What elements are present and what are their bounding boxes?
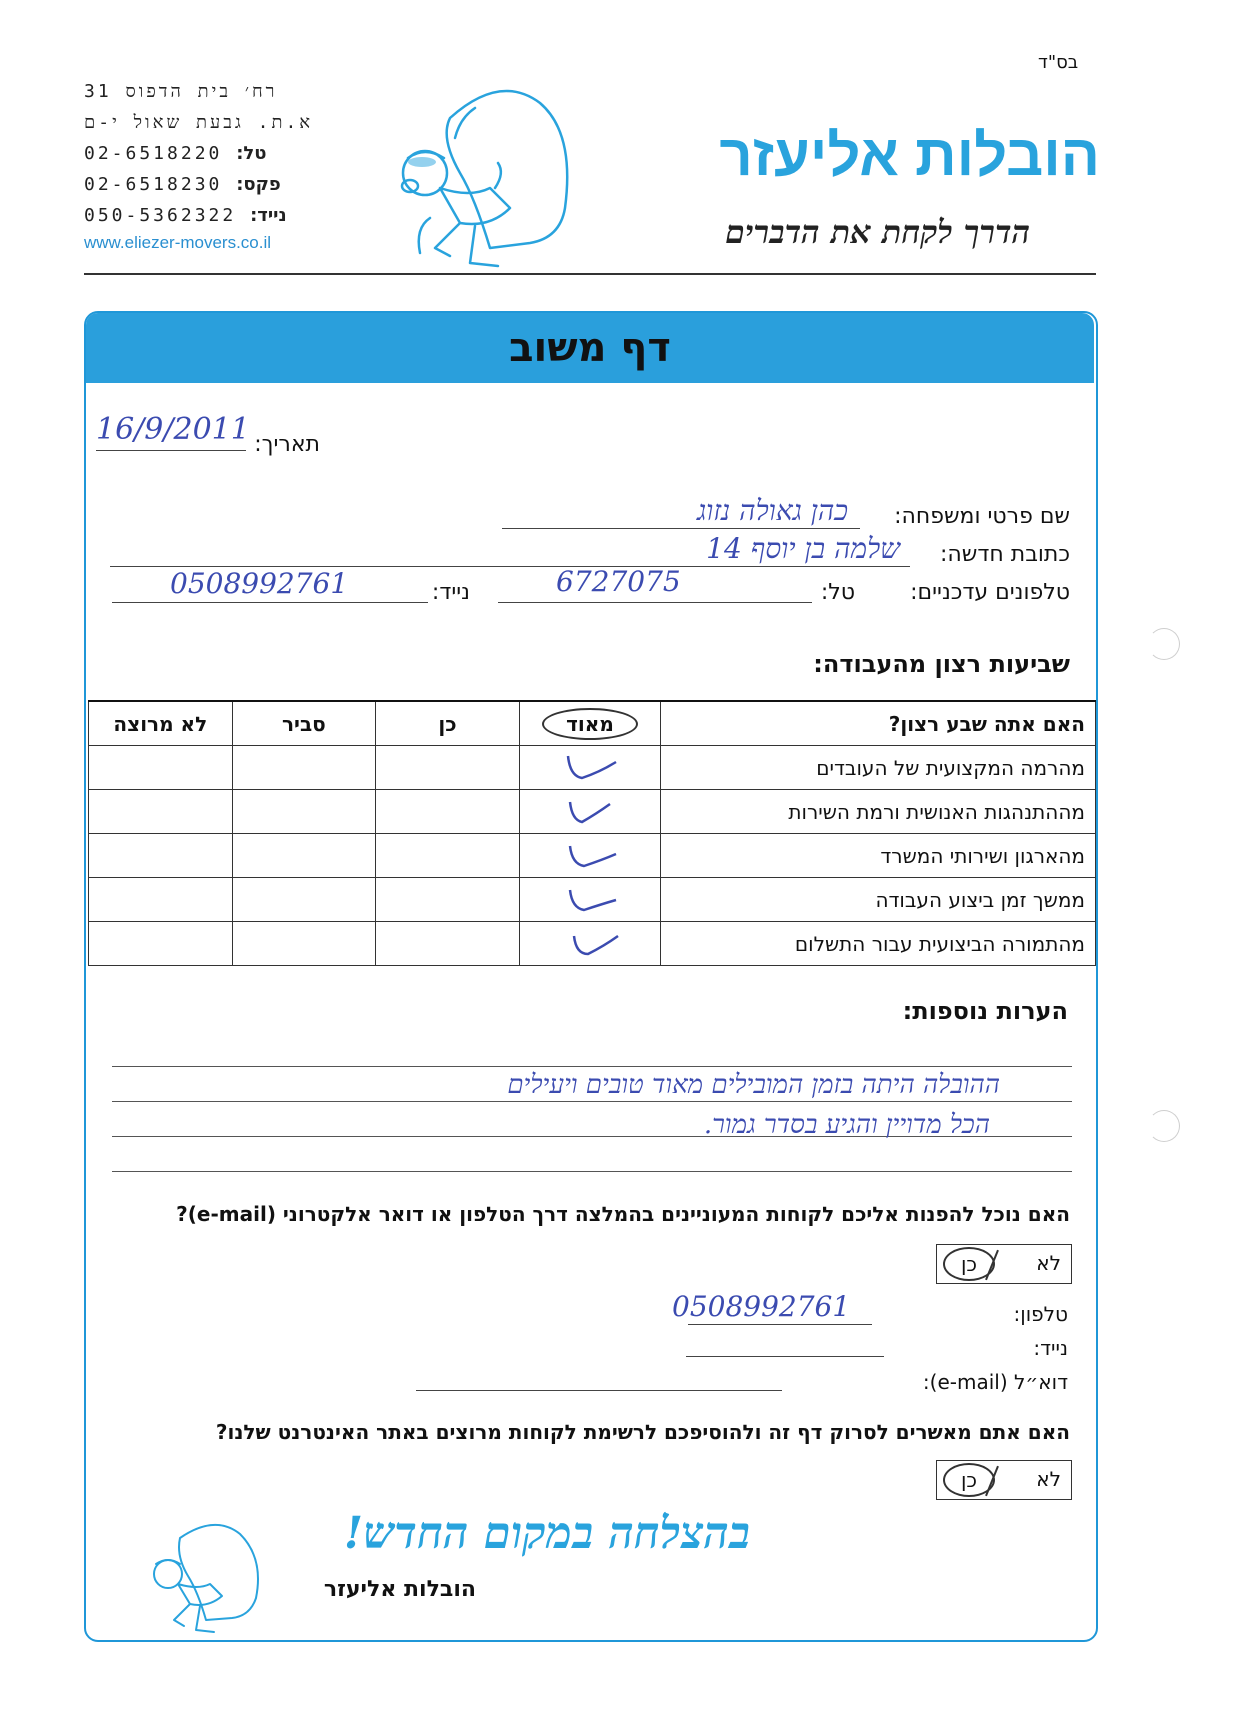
contact-email-field[interactable] — [416, 1390, 782, 1391]
punch-hole-mark — [1148, 1110, 1180, 1142]
website-consent-question: האם אתם מאשרים לסרוק דף זה ולהוסיפכם לרשימת לקוחות מרוצים באתר האינטרנט שלנו? — [215, 1420, 1070, 1444]
table-row — [89, 878, 1096, 922]
mover-mascot-small-logo — [140, 1518, 270, 1636]
col-yes[interactable]: כן — [376, 701, 520, 746]
row-label: ממשך זמן ביצוע העבודה — [661, 878, 1096, 922]
satisfaction-heading: שביעות רצון מהעבודה: — [813, 650, 1070, 678]
check-mark-icon — [560, 926, 620, 962]
mover-mascot-logo — [380, 78, 610, 278]
contact-phone-line — [688, 1324, 872, 1325]
phones-tel-line — [498, 602, 812, 603]
footer-wish: בהצלחה במקום החדש! — [343, 1508, 750, 1559]
notes-line-4 — [112, 1171, 1072, 1172]
company-tel-label: טל: — [236, 143, 267, 164]
company-mobile-label: נייד: — [250, 205, 287, 226]
satisfaction-header-row — [89, 701, 1096, 746]
company-tel-value: 02-6518220 — [84, 143, 223, 164]
date-field[interactable]: 16/9/2011 — [96, 412, 250, 447]
date-field-line — [96, 450, 246, 451]
address-field[interactable]: שלמה בן יוסף 14 — [706, 532, 900, 565]
punch-hole-mark — [1148, 628, 1180, 660]
company-fax-label: פקס: — [236, 174, 281, 195]
name-field-line — [502, 528, 860, 529]
phones-mobile-label: נייד: — [431, 580, 470, 605]
address-line-1: רח׳ בית הדפוס 31 — [84, 81, 278, 102]
company-fax-value: 02-6518230 — [84, 174, 223, 195]
check-mark-icon — [560, 750, 620, 786]
contact-email-label: דוא״ל (e-mail): — [922, 1370, 1068, 1394]
brand-name: הובלות אליעזר — [719, 123, 1100, 188]
row-2-unsatisfied-cell[interactable] — [89, 790, 233, 834]
website-consent-yes[interactable]: כן — [943, 1463, 995, 1497]
company-fax — [84, 169, 344, 200]
address-label: כתובת חדשה: — [939, 542, 1070, 567]
notes-text-line-2[interactable]: הכל מדויין והגיע בסדר גמור. — [703, 1110, 990, 1140]
row-3-very-cell[interactable] — [519, 834, 661, 878]
contact-phone-label: טלפון: — [1013, 1302, 1068, 1326]
row-5-reasonable-cell[interactable] — [232, 922, 376, 966]
contact-mobile-field[interactable] — [686, 1356, 884, 1357]
company-contact-block — [84, 76, 344, 253]
check-mark-icon — [560, 794, 620, 830]
row-label: מהארגון ושירותי המשרד — [661, 834, 1096, 878]
row-1-reasonable-cell[interactable] — [232, 746, 376, 790]
row-label: מהרמה המקצועית של העובדים — [661, 746, 1096, 790]
row-5-very-cell[interactable] — [519, 922, 661, 966]
notes-heading: הערות נוספות: — [902, 997, 1068, 1025]
row-4-very-cell[interactable] — [519, 878, 661, 922]
check-mark-icon — [560, 838, 620, 874]
website-consent-options[interactable] — [936, 1460, 1072, 1500]
phones-mobile-field[interactable]: 0508992761 — [170, 567, 349, 600]
address-line-2: א.ת. גבעת שאול י-ם — [84, 112, 314, 133]
contact-phone-field[interactable]: 0508992761 — [672, 1290, 851, 1323]
table-row — [89, 834, 1096, 878]
row-3-reasonable-cell[interactable] — [232, 834, 376, 878]
contact-consent-no[interactable]: לא — [1036, 1251, 1061, 1275]
contact-consent-question: האם נוכל להפנות אליכם לקוחות המעוניינים בהמלצה דרך הטלפון או דואר אלקטרוני (e-mail)? — [176, 1202, 1070, 1226]
contact-mobile-label: נייד: — [1033, 1336, 1068, 1360]
phones-label: טלפונים עדכניים: — [910, 580, 1070, 605]
row-4-unsatisfied-cell[interactable] — [89, 878, 233, 922]
phones-mobile-line — [112, 602, 428, 603]
company-tel — [84, 138, 344, 169]
form-title: דף משוב — [509, 325, 671, 371]
row-4-yes-cell[interactable] — [376, 878, 520, 922]
row-label: מההתנהגות האנושית ורמת השירות — [661, 790, 1096, 834]
check-mark-icon — [560, 882, 620, 918]
header-divider — [84, 273, 1096, 275]
phones-tel-field[interactable]: 6727075 — [556, 565, 681, 598]
col-very-label: מאוד — [542, 708, 638, 740]
website-consent-no[interactable]: לא — [1036, 1467, 1061, 1491]
name-field[interactable]: כהן גאולה נזוג — [696, 494, 848, 527]
bsd-mark: בס"ד — [1038, 52, 1079, 73]
notes-line-1 — [112, 1066, 1072, 1067]
satisfaction-table — [88, 700, 1096, 966]
table-row — [89, 922, 1096, 966]
company-mobile-value: 050-5362322 — [84, 205, 237, 226]
row-5-yes-cell[interactable] — [376, 922, 520, 966]
row-2-yes-cell[interactable] — [376, 790, 520, 834]
date-label: תאריך: — [254, 432, 320, 457]
row-label: מהתמורה הביצועית עבור התשלום — [661, 922, 1096, 966]
question-header: האם אתה שבע רצון? — [661, 701, 1096, 746]
table-row — [89, 790, 1096, 834]
name-label: שם פרטי ומשפחה: — [894, 504, 1070, 529]
phones-tel-label: טל: — [820, 580, 855, 605]
contact-consent-options[interactable] — [936, 1244, 1072, 1284]
contact-consent-yes[interactable]: כן — [943, 1247, 995, 1281]
row-2-very-cell[interactable] — [519, 790, 661, 834]
row-1-unsatisfied-cell[interactable] — [89, 746, 233, 790]
row-4-reasonable-cell[interactable] — [232, 878, 376, 922]
row-3-yes-cell[interactable] — [376, 834, 520, 878]
notes-text-line-1[interactable]: ההובלה היתה בזמן המובילים מאוד טובים ויעילים — [507, 1070, 1000, 1100]
row-5-unsatisfied-cell[interactable] — [89, 922, 233, 966]
row-1-yes-cell[interactable] — [376, 746, 520, 790]
company-mobile — [84, 200, 344, 231]
col-very[interactable] — [519, 701, 661, 746]
col-reasonable[interactable]: סביר — [232, 701, 376, 746]
row-3-unsatisfied-cell[interactable] — [89, 834, 233, 878]
col-unsatisfied[interactable]: לא מרוצה — [89, 701, 233, 746]
row-2-reasonable-cell[interactable] — [232, 790, 376, 834]
brand-slogan: הדרך לקחת את הדברים — [725, 213, 1030, 251]
company-website-link[interactable]: www.eliezer-movers.co.il — [84, 233, 272, 252]
table-row — [89, 746, 1096, 790]
footer-brand: הובלות אליעזר — [323, 1577, 476, 1602]
notes-line-2 — [112, 1101, 1072, 1102]
row-1-very-cell[interactable] — [519, 746, 661, 790]
